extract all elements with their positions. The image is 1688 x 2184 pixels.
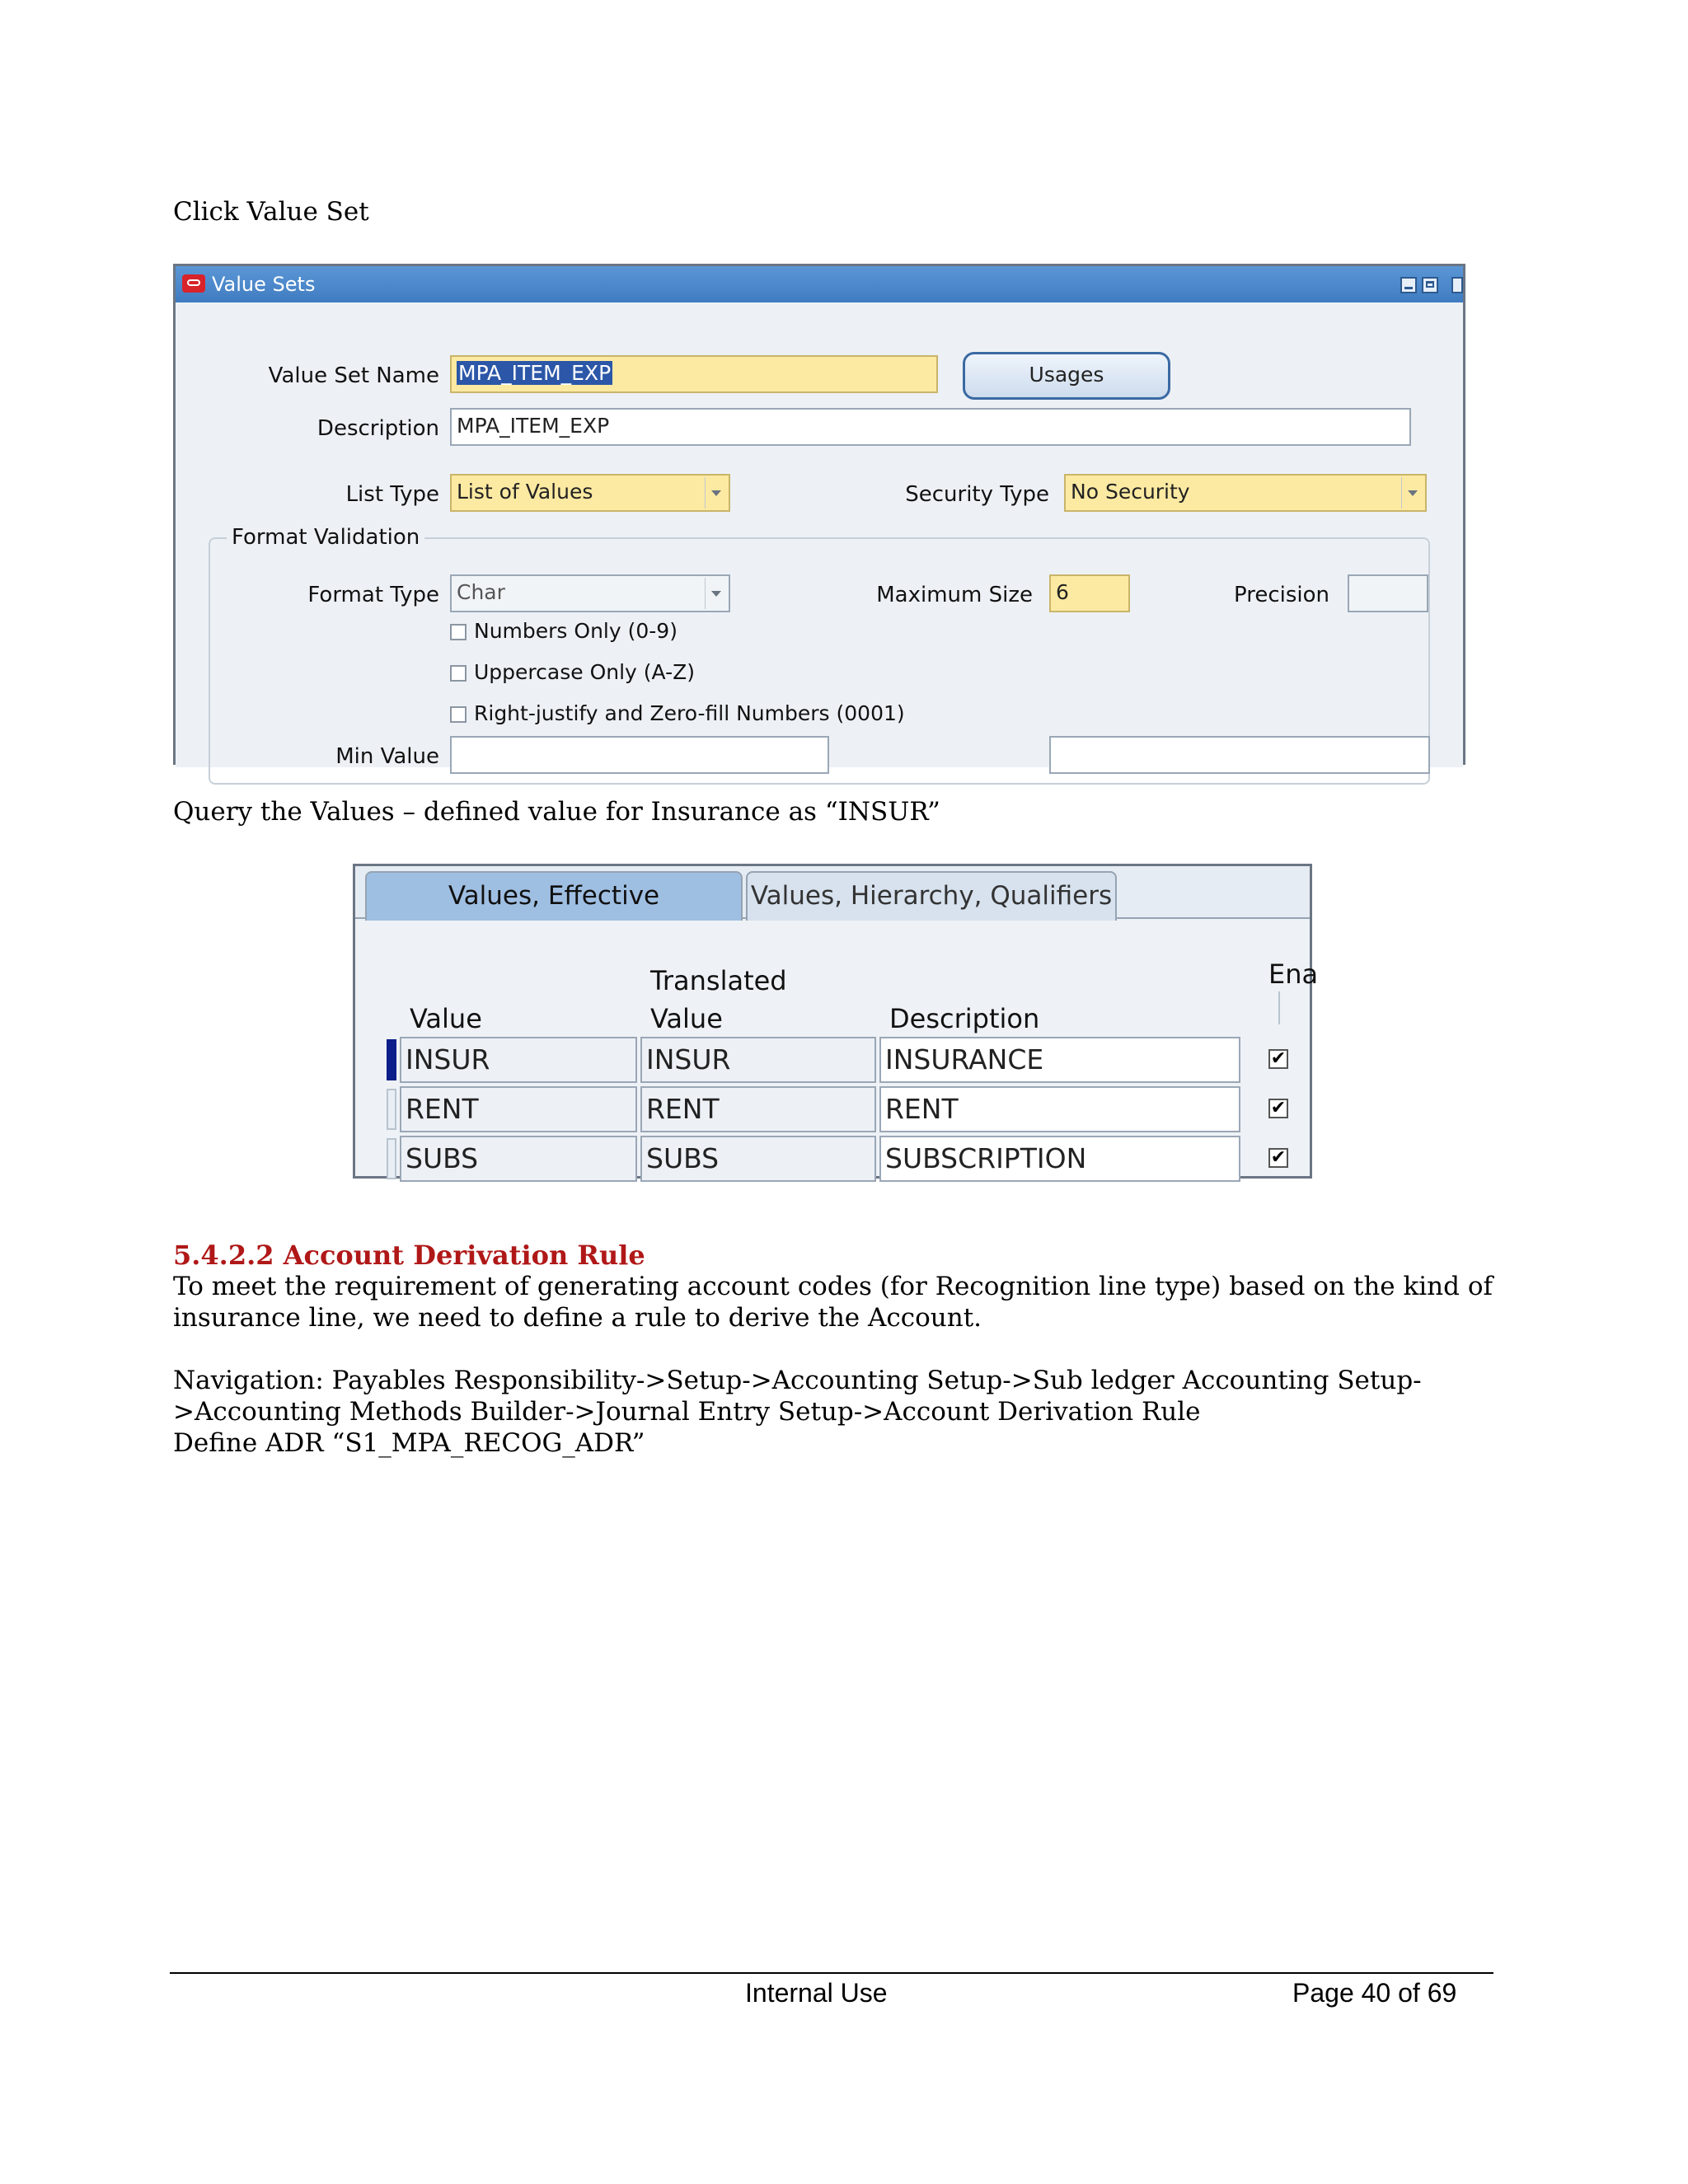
define-adr-line: Define ADR “S1_MPA_RECOG_ADR” [173,1428,645,1458]
column-header-value: Value [410,1003,482,1034]
window-title: Value Sets [212,273,316,296]
row-indicator[interactable] [387,1138,396,1179]
minimize-icon[interactable] [1400,277,1417,293]
value-set-name-label: Value Set Name [268,363,439,388]
maximum-size-field[interactable]: 6 [1049,574,1130,612]
intro-text: Click Value Set [173,197,369,227]
format-validation-label: Format Validation [227,525,424,550]
security-type-label: Security Type [905,482,1049,507]
uppercase-only-checkbox[interactable] [450,665,467,682]
value-cell[interactable]: INSUR [400,1037,637,1083]
description-cell[interactable]: SUBSCRIPTION [879,1136,1240,1182]
tab-values-hierarchy-qualifiers[interactable]: Values, Hierarchy, Qualifiers [746,871,1117,921]
description-cell[interactable]: INSURANCE [879,1037,1240,1083]
translated-value-cell[interactable]: RENT [640,1086,876,1132]
max-value-field[interactable] [1049,736,1430,774]
precision-field[interactable] [1348,574,1428,612]
value-cell[interactable]: RENT [400,1086,637,1132]
navigation-line: >Accounting Methods Builder->Journal Entry Setup->Account Derivation Rule [173,1397,1201,1427]
precision-label: Precision [1233,583,1329,607]
tab-values-effective[interactable]: Values, Effective [365,871,743,921]
row-indicator-current[interactable] [387,1039,396,1080]
enabled-checkbox[interactable]: ✔ [1268,1049,1288,1069]
enabled-checkbox[interactable]: ✔ [1268,1099,1288,1118]
values-window [353,864,1319,1179]
list-type-label: List Type [345,482,439,507]
section-heading: 5.4.2.2 Account Derivation Rule [173,1240,645,1271]
enabled-checkbox[interactable]: ✔ [1268,1148,1288,1168]
page-number: Page 40 of 69 [1292,1978,1457,2008]
column-header-translated-value: Value [650,1003,723,1034]
value-sets-form [176,302,1463,767]
footer-divider [170,1972,1493,1974]
translated-value-cell[interactable]: INSUR [640,1037,876,1083]
right-justify-checkbox[interactable] [450,706,467,723]
maximize-icon[interactable] [1422,277,1438,293]
right-justify-label: Right-justify and Zero-fill Numbers (0001) [474,701,905,725]
format-type-label: Format Type [307,583,439,607]
chevron-down-icon[interactable] [705,578,727,609]
min-value-field[interactable] [450,736,829,774]
format-type-select[interactable]: Char [450,574,730,612]
translated-value-cell[interactable]: SUBS [640,1136,876,1182]
numbers-only-checkbox[interactable] [450,624,467,640]
chevron-down-icon[interactable] [705,477,727,509]
security-type-select[interactable]: No Security [1064,474,1427,512]
description-field[interactable]: MPA_ITEM_EXP [450,408,1411,446]
chevron-down-icon[interactable] [1401,477,1423,509]
paragraph-line: insurance line, we need to define a rule to derive the Account. [173,1303,982,1333]
maximum-size-label: Maximum Size [876,583,1033,607]
description-cell[interactable]: RENT [879,1086,1240,1132]
value-set-name-field[interactable]: MPA_ITEM_EXP [450,355,938,393]
oracle-logo-icon [182,274,205,293]
usages-button[interactable]: Usages [963,352,1170,400]
window-titlebar[interactable] [176,266,1463,302]
value-sets-window [173,264,1465,769]
row-indicator[interactable] [387,1089,396,1130]
column-header-enabled: Ena [1268,958,1319,990]
numbers-only-label: Numbers Only (0-9) [474,619,678,643]
description-label: Description [316,416,439,441]
list-type-select[interactable]: List of Values [450,474,730,512]
close-icon[interactable] [1451,277,1463,293]
footer-classification: Internal Use [745,1978,888,2008]
column-header-description: Description [889,1003,1040,1034]
query-instruction-text: Query the Values – defined value for Insurance as “INSUR” [173,797,940,827]
value-cell[interactable]: SUBS [400,1136,637,1182]
uppercase-only-label: Uppercase Only (A-Z) [474,660,695,684]
navigation-line: Navigation: Payables Responsibility->Setup->Accounting Setup->Sub ledger Accounting Setup- [173,1366,1422,1395]
column-header-translated: Translated [650,965,787,996]
min-value-label: Min Value [335,744,439,769]
column-divider [1278,991,1280,1024]
paragraph-line: To meet the requirement of generating account codes (for Recognition line type) based on the kind of [173,1272,1493,1301]
